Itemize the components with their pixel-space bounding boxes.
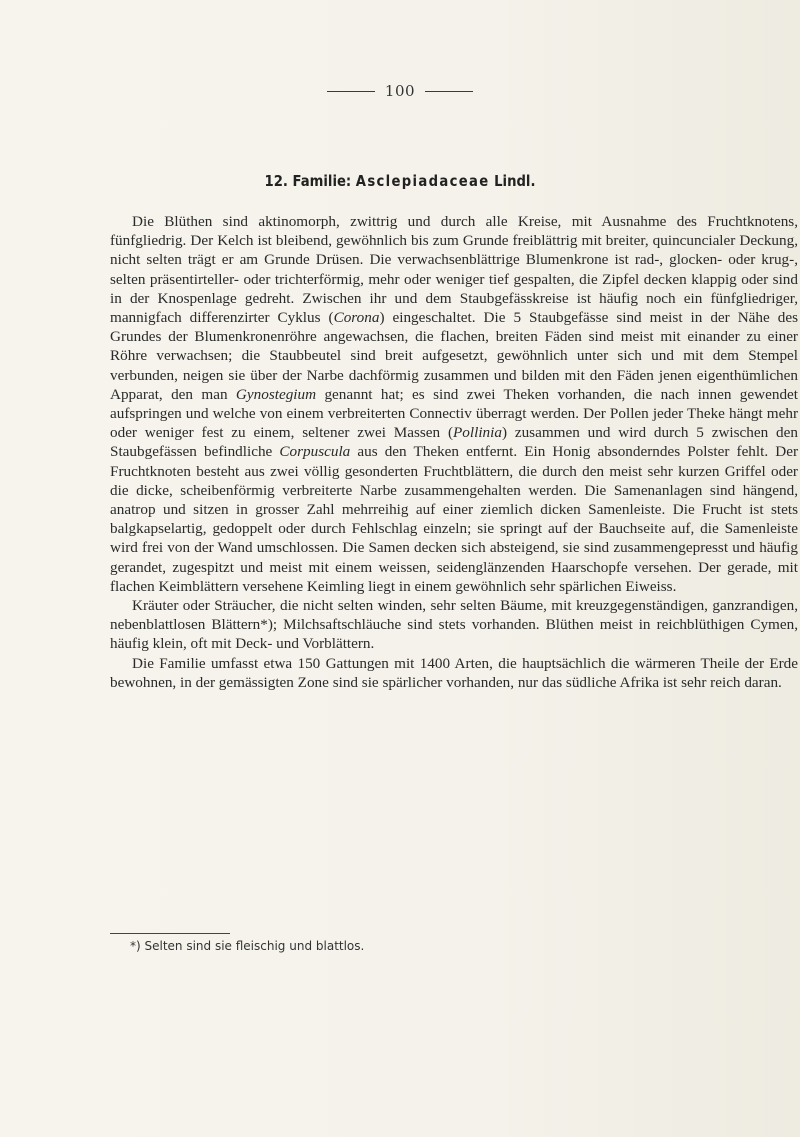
heading-family-name: Asclepiadaceae bbox=[355, 172, 490, 190]
paragraph bbox=[110, 654, 798, 692]
heading-author: Lindl. bbox=[494, 172, 536, 190]
text-run: genannt hat; es sind zwei Theken vorhanden, die nach innen gewendet aufspringen und welche von einem verbreiterten Connectiv überragt werden. Der Pollen jeder Theke hängt mehr oder weniger fest zu einem, seltener zwei Massen ( bbox=[110, 385, 799, 442]
body-text bbox=[110, 212, 798, 692]
paragraph bbox=[110, 212, 798, 596]
italic-term: Pollinia bbox=[453, 424, 502, 442]
section-heading bbox=[48, 172, 752, 190]
italic-term: Gynostegium bbox=[235, 385, 317, 403]
footnote-rule bbox=[110, 933, 230, 934]
paragraph bbox=[110, 596, 798, 654]
text-run: Kräuter oder Sträucher, die nicht selten winden, sehr selten Bäume, mit kreuzgegenständigen, ganzrandigen, nebenblattlosen Blättern*); Milchsaftschläuche sind stets vorhanden. Blüthen meist in reichblüthigen Cymen, häufig klein, oft mit Deck- und Vorblättern. bbox=[110, 597, 798, 653]
footnote: *) Selten sind sie fleischig und blattlos. bbox=[130, 939, 365, 953]
text-run: Die Blüthen sind aktinomorph, zwittrig und durch alle Kreise, mit Ausnahme des Fruchtknotens, fünfgliedrig. Der Kelch ist bleibend, gewöhnlich bis zum Grunde freiblättrig mit breiter, quincuncialer Deckung, nicht selten trägt er am Grunde Drüsen. Die verwachsenblättrige Blumenkrone ist rad-, glocken- oder krug-, selten präsentirteller- oder trichterförmig, mehr oder weniger tief gespalten, die Zipfel decken klappig oder sind in der Knospenlage gedreht. Zwischen ihr und dem Staubgefässkreise ist häufig noch ein fünfgliedriger, mannigfach differenzirter Cyklus ( bbox=[110, 213, 798, 327]
page-number: 100 bbox=[384, 82, 416, 100]
header-rule-left bbox=[327, 91, 375, 92]
italic-term: Corpuscula bbox=[279, 443, 351, 461]
page-header bbox=[0, 80, 800, 102]
text-run: aus den Theken entfernt. Ein Honig absonderndes Polster fehlt. Der Fruchtknoten besteht aus zwei völlig gesonderten Fruchtblättern, die durch den meist sehr kurzen Griffel oder die dicke, scheibenförmig verbreiterte Narbe zusammengehalten werden. Die Samenanlagen sind hängend, anatrop und sitzen in grosser Zahl mehrreihig auf einer ziemlich dicken Samenleiste. Die Frucht ist stets balgkapselartig, gedoppelt oder durch Fehlschlag einzeln; sie springt auf der Bauchseite auf, die Samenleiste wird frei von der Wand umschlossen. Die Samen decken sich absteigend, sie sind zusammengepresst und häufig gerandet, zugespitzt und meist mit einem weissen, seidenglänzenden Haarschopfe versehen. Der gerade, mit flachen Keimblättern versehene Keimling liegt in einem gewöhnlich sehr spärlichen Eiweiss. bbox=[110, 443, 798, 595]
header-rule-right bbox=[425, 91, 473, 92]
heading-prefix: 12. Familie: bbox=[264, 172, 352, 190]
text-run: Die Familie umfasst etwa 150 Gattungen mit 1400 Arten, die hauptsächlich die wärmeren Theile der Erde bewohnen, in der gemässigten Zone sind sie spärlicher vorhanden, nur das südliche Afrika ist sehr reich daran. bbox=[110, 654, 798, 691]
text-run: ) zusammen und wird durch 5 zwischen den Staubgefässen befindliche bbox=[110, 424, 798, 461]
italic-term: Corona bbox=[333, 309, 380, 327]
text-run: ) eingeschaltet. Die 5 Staubgefässe sind meist in der Nähe des Grundes der Blumenkronenröhre angewachsen, die flachen, breiten Fäden sind meist mit einander zu einer Röhre verwachsen; die Staubbeutel sind breit aufgesetzt, gewöhnlich unter sich und mit dem Stempel verbunden, neigen sie über der Narbe dachförmig zusammen und bilden mit den Fäden jenen eigenthümlichen Apparat, den man bbox=[110, 309, 798, 403]
